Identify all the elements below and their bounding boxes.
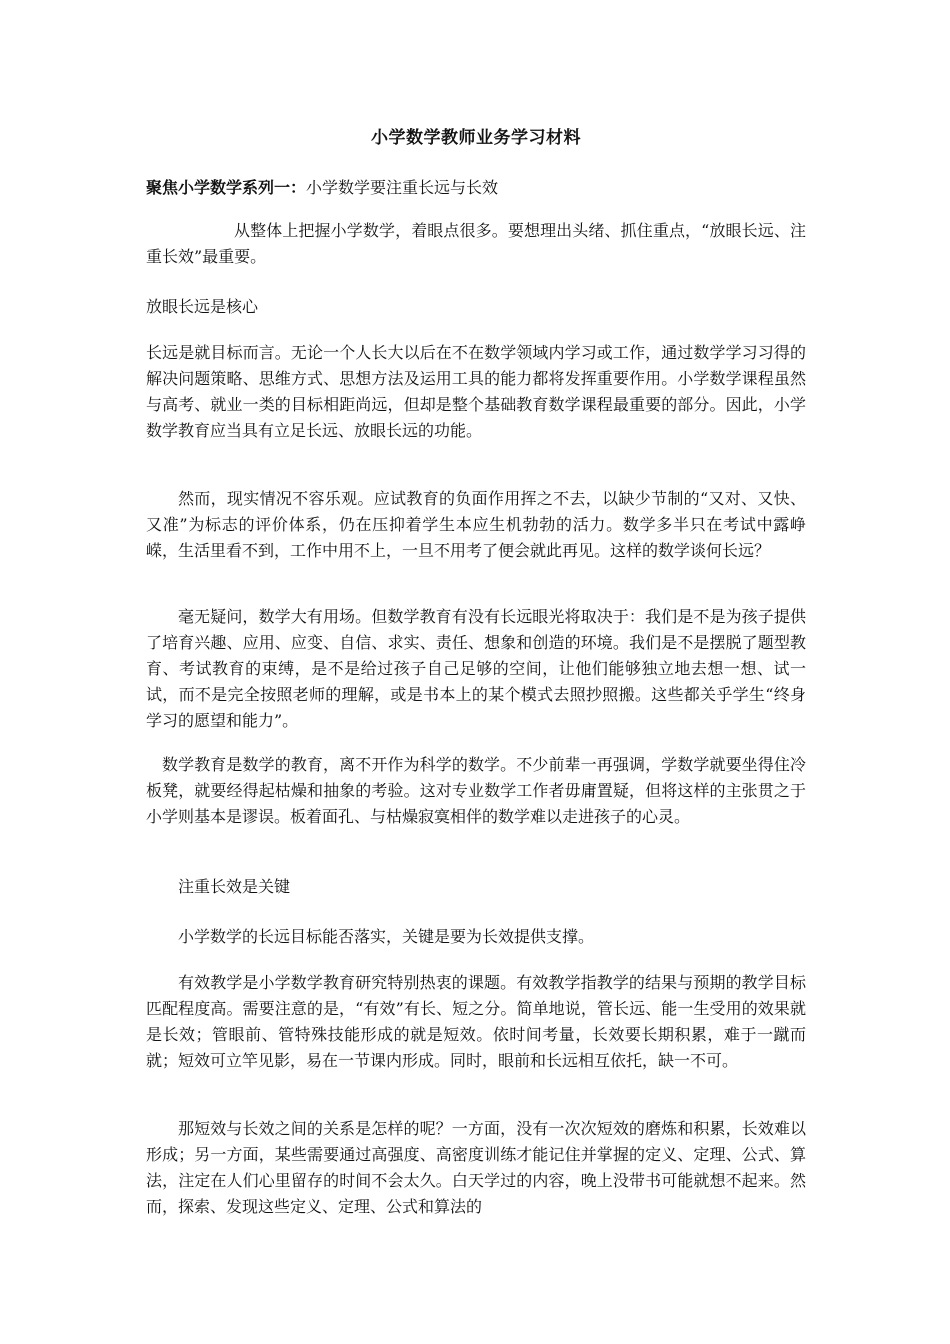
paragraph-math-education: 数学教育是数学的教育，离不开作为科学的数学。不少前辈一再强调，学数学就要坐得住冷板凳，就要经得起枯燥和抽象的考验。这对专业数学工作者毋庸置疑，但将这样的主张贯之于小学则基本是谬误。板着面孔、与枯燥寂寞相伴的数学难以走进孩子的心灵。: [146, 755, 806, 826]
section-heading-long-term: 放眼长远是核心: [146, 297, 259, 316]
paragraph-usefulness: 毫无疑问，数学大有用场。但数学教育有没有长远眼光将取决于：我们是不是为孩子提供了培育兴趣、应用、应变、自信、求实、责任、想象和创造的环境。我们是不是摆脱了题型教育、考试教育的束缚，是不是给过孩子自己足够的空间，让他们能够独立地去想一想、试一试，而不是完全按照老师的理解，或是书本上的某个模式去照抄照搬。这些都关乎学生“终身学习的愿望和能力”。: [146, 607, 806, 730]
document-title: 小学数学教师业务学习材料: [371, 128, 581, 148]
series-heading-topic: 小学数学要注重长远与长效: [306, 178, 499, 197]
paragraph-long-term-goal: 长远是就目标而言。无论一个人长大以后在不在数学领域内学习或工作，通过数学学习习得的解决问题策略、思维方式、思想方法及运用工具的能力都将发挥重要作用。小学数学课程虽然与高考、就业一类的目标相距尚远，但却是整个基础教育数学课程最重要的部分。因此，小学数学教育应当具有立足长远、放眼长远的功能。: [146, 343, 806, 440]
section-heading-effectiveness: 注重长效是关键: [178, 877, 291, 896]
paragraph-short-vs-long: 那短效与长效之间的关系是怎样的呢？一方面，没有一次次短效的磨炼和积累，长效难以形成；另一方面，某些需要通过高强度、高密度训练才能记住并掌握的定义、定理、公式、算法，注定在人们心里留存的时间不会太久。白天学过的内容，晚上没带书可能就想不起来。然而，探索、发现这些定义、定理、公式和算法的: [146, 1119, 806, 1216]
series-heading: [146, 176, 498, 200]
series-heading-lead: 聚焦小学数学系列一：: [146, 178, 307, 197]
paragraph-support: 小学数学的长远目标能否落实，关键是要为长效提供支撑。: [178, 927, 595, 946]
paragraph-effective-teaching: 有效教学是小学数学教育研究特别热衷的课题。有效教学指教学的结果与预期的教学目标匹配程度高。需要注意的是，“有效”有长、短之分。简单地说，管长远、能一生受用的效果就是长效；管眼前、管特殊技能形成的就是短效。依时间考量，长效要长期积累，难于一蹴而就；短效可立竿见影，易在一节课内形成。同时，眼前和长远相互依托，缺一不可。: [146, 973, 806, 1070]
paragraph-reality: 然而，现实情况不容乐观。应试教育的负面作用挥之不去，以缺少节制的“又对、又快、又准”为标志的评价体系，仍在压抑着学生本应生机勃勃的活力。数学多半只在考试中露峥嵘，生活里看不到，工作中用不上，一旦不用考了便会就此再见。这样的数学谈何长远？: [146, 489, 806, 560]
intro-paragraph: 从整体上把握小学数学，着眼点很多。要想理出头绪、抓住重点，“放眼长远、注重长效”最重要。: [146, 221, 806, 266]
